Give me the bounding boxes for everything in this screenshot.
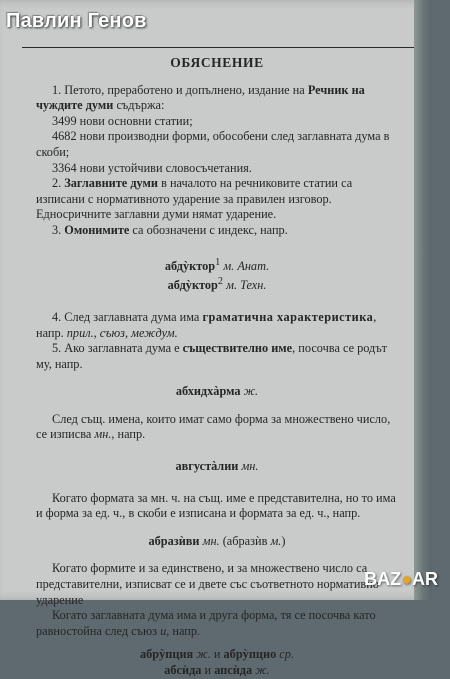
paragraph-9: Когато заглавната дума има и друга форма, тя се посочва като равностойна след съюз и, напр. [36,608,376,638]
example-entry: абдỳктор$^2$ м. Техн. [167,276,267,293]
example-entry: абрỳпция ж. и абрỳпцио ср. [140,647,294,662]
list-item: 3364 нови устойчиви словосъчетания. [52,160,252,175]
example-entry: абхидхàрма ж. [175,384,259,399]
example-entry: абдỳктор$^1$ м. Анат. [164,256,270,273]
paragraph-4: 4. След заглавната дума има граматична характеристика, напр. прил., съюз, междум. [36,309,377,340]
list-item: 4682 нови производни форми, обособени след заглавната дума в скоби; [36,129,390,159]
bazar-logo: BAZ●AR [364,569,438,589]
paragraph-3: 3. Омонимите са обозначени с индекс, напр. [52,222,288,237]
list-item: 3499 нови основни статии; [52,113,193,128]
logo-dot-icon: ● [401,569,412,589]
example-entry: абразѝви мн. (абразѝв м.) [148,533,286,548]
header-rule [22,47,414,48]
paragraph-6: След същ. имена, които имат само форма за множествено число, се изписва мн., напр. [36,411,391,442]
paragraph-2: 2. Заглавните думи в началото на речниковите статии са изписани с нормативното ударение за правилен изговор. Едносричните заглавни думи нямат ударение. [36,176,353,222]
seller-watermark: Павлин Генов [6,10,147,32]
paragraph-7: Когато формата за мн. ч. на същ. име е представителна, но то има и форма за ед. ч., в скоби е изписана и формата за ед. ч., напр. [36,490,396,521]
example-entry: августàлии мн. [175,459,259,474]
paragraph-8: Когато формите и за единствено, и за множествено число са представителни, изписват се и двете със съответното нормативно ударение [36,561,379,607]
page-edge [414,0,432,600]
page-title: ОБЯСНЕНИЕ [170,55,264,70]
paragraph-1: 1. Петото, преработено и допълнено, издание на Речник на чуждите думи съдържа: [36,82,365,113]
page-content [36,52,398,679]
paragraph-5: 5. Ако заглавната дума е съществително име, посочва се родът му, напр. [36,341,388,371]
example-entry: абсѝда и апсѝда ж. [164,663,270,677]
